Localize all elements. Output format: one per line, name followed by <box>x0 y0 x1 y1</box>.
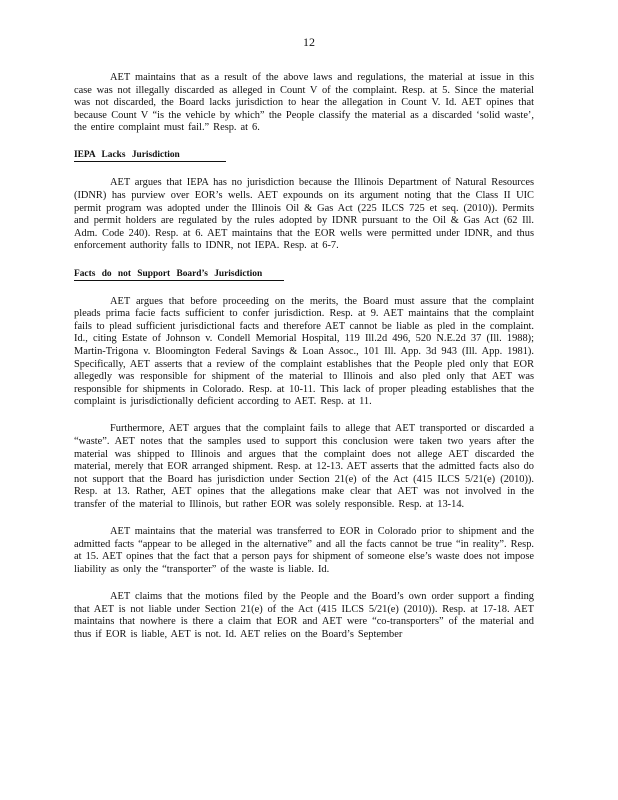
heading-text: Facts do not Support Board’s Jurisdiction <box>74 268 284 281</box>
paragraph-prima-facie: AET argues that before proceeding on the merits, the Board must assure that the complaint pleads prima facie facts sufficient to confer jurisdiction. Resp. at 9. AET maintains that the complaint fails to plead sufficient jurisdictional facts and therefore AET cannot be liable as pled in the complaint. Id., citing Estate of Johnson v. Condell Memorial Hospital, 119 Ill.2d 496, 520 N.E.2d 37 (Ill. 1988); Martin-Trigona v. Bloomington Federal Savings & Loan Assoc., 101 Ill. App. 3d 943 (Ill. App. 1981). Specifically, AET asserts that a review of the complaint establishes that the People pled only that EOR allegedly was responsible for shipment of the material to Illinois and also pled only that AET was responsible for shipments in Colorado. Resp. at 10-11. This lack of proper pleading establishes that the complaint is jurisdictionally deficient according to AET. Resp. at 11. <box>74 295 534 408</box>
paragraph-laws-regulations: AET maintains that as a result of the above laws and regulations, the material at issue in this case was not illegally discarded as alleged in Count V of the complaint. Resp. at 5. Since the material was not discarded, the Board lacks jurisdiction to hear the allegation in Count V. Id. AET opines that because Count V “is the vehicle by which” the People classify the material as a discarded ‘solid waste’, the entire complaint must fail.” Resp. at 6. <box>74 72 534 134</box>
heading-iepa-jurisdiction <box>74 149 534 162</box>
document-body <box>74 72 534 656</box>
paragraph-co-transporters: AET claims that the motions filed by the People and the Board’s own order support a finding that AET is not liable under Section 21(e) of the Act (415 ILCS 5/21(e) (2010)). Resp. at 17-18. AET maintains that nowhere is there a claim that EOR and AET were “co-transporters” of the material and thus if EOR is liable, AET is not. Id. AET relies on the Board’s September <box>74 590 534 640</box>
heading-facts-jurisdiction <box>74 268 534 281</box>
paragraph-idnr-purview: AET argues that IEPA has no jurisdiction because the Illinois Department of Natural Resources (IDNR) has purview over EOR’s wells. AET expounds on its argument noting that the Class II UIC permit program was adopted under the Illinois Oil & Gas Act (225 ILCS 725 et seq. (2010)). Permits and permit holders are regulated by the rules adopted by IDNR pursuant to the Oil & Gas Act (62 Ill. Adm. Code 240). Resp. at 6. AET maintains that the EOR wells were permitted under IDNR, and thus enforcement authority falls to IDNR, not IEPA. Resp. at 6-7. <box>74 177 534 252</box>
paragraph-waste-transport: Furthermore, AET argues that the complaint fails to allege that AET transported or discarded a “waste”. AET notes that the samples used to support this conclusion were taken two years after the material was shipped to Illinois and argues that the complaint does not allege AET discarded the material, merely that EOR arranged shipment. Resp. at 12-13. AET asserts that the admitted facts also do not support that the Board has jurisdiction under Section 21(e) of the Act (415 ILCS 5/21(e) (2010)). Resp. at 13. Rather, AET opines that the allegations make clear that AET was not involved in the transfer of the material to Illinois, but rather EOR was solely responsible. Resp. at 13-14. <box>74 423 534 510</box>
heading-text: IEPA Lacks Jurisdiction <box>74 149 226 162</box>
paragraph-transfer-colorado: AET maintains that the material was transferred to EOR in Colorado prior to shipment and the admitted facts “appear to be alleged in the alternative” and all the facts cannot be true “in reality”. Resp. at 15. AET opines that the fact that a person pays for shipment of someone else’s waste does not impose liability as only the “transporter” of the waste is liable. Id. <box>74 526 534 575</box>
page-number: 12 <box>303 35 315 49</box>
